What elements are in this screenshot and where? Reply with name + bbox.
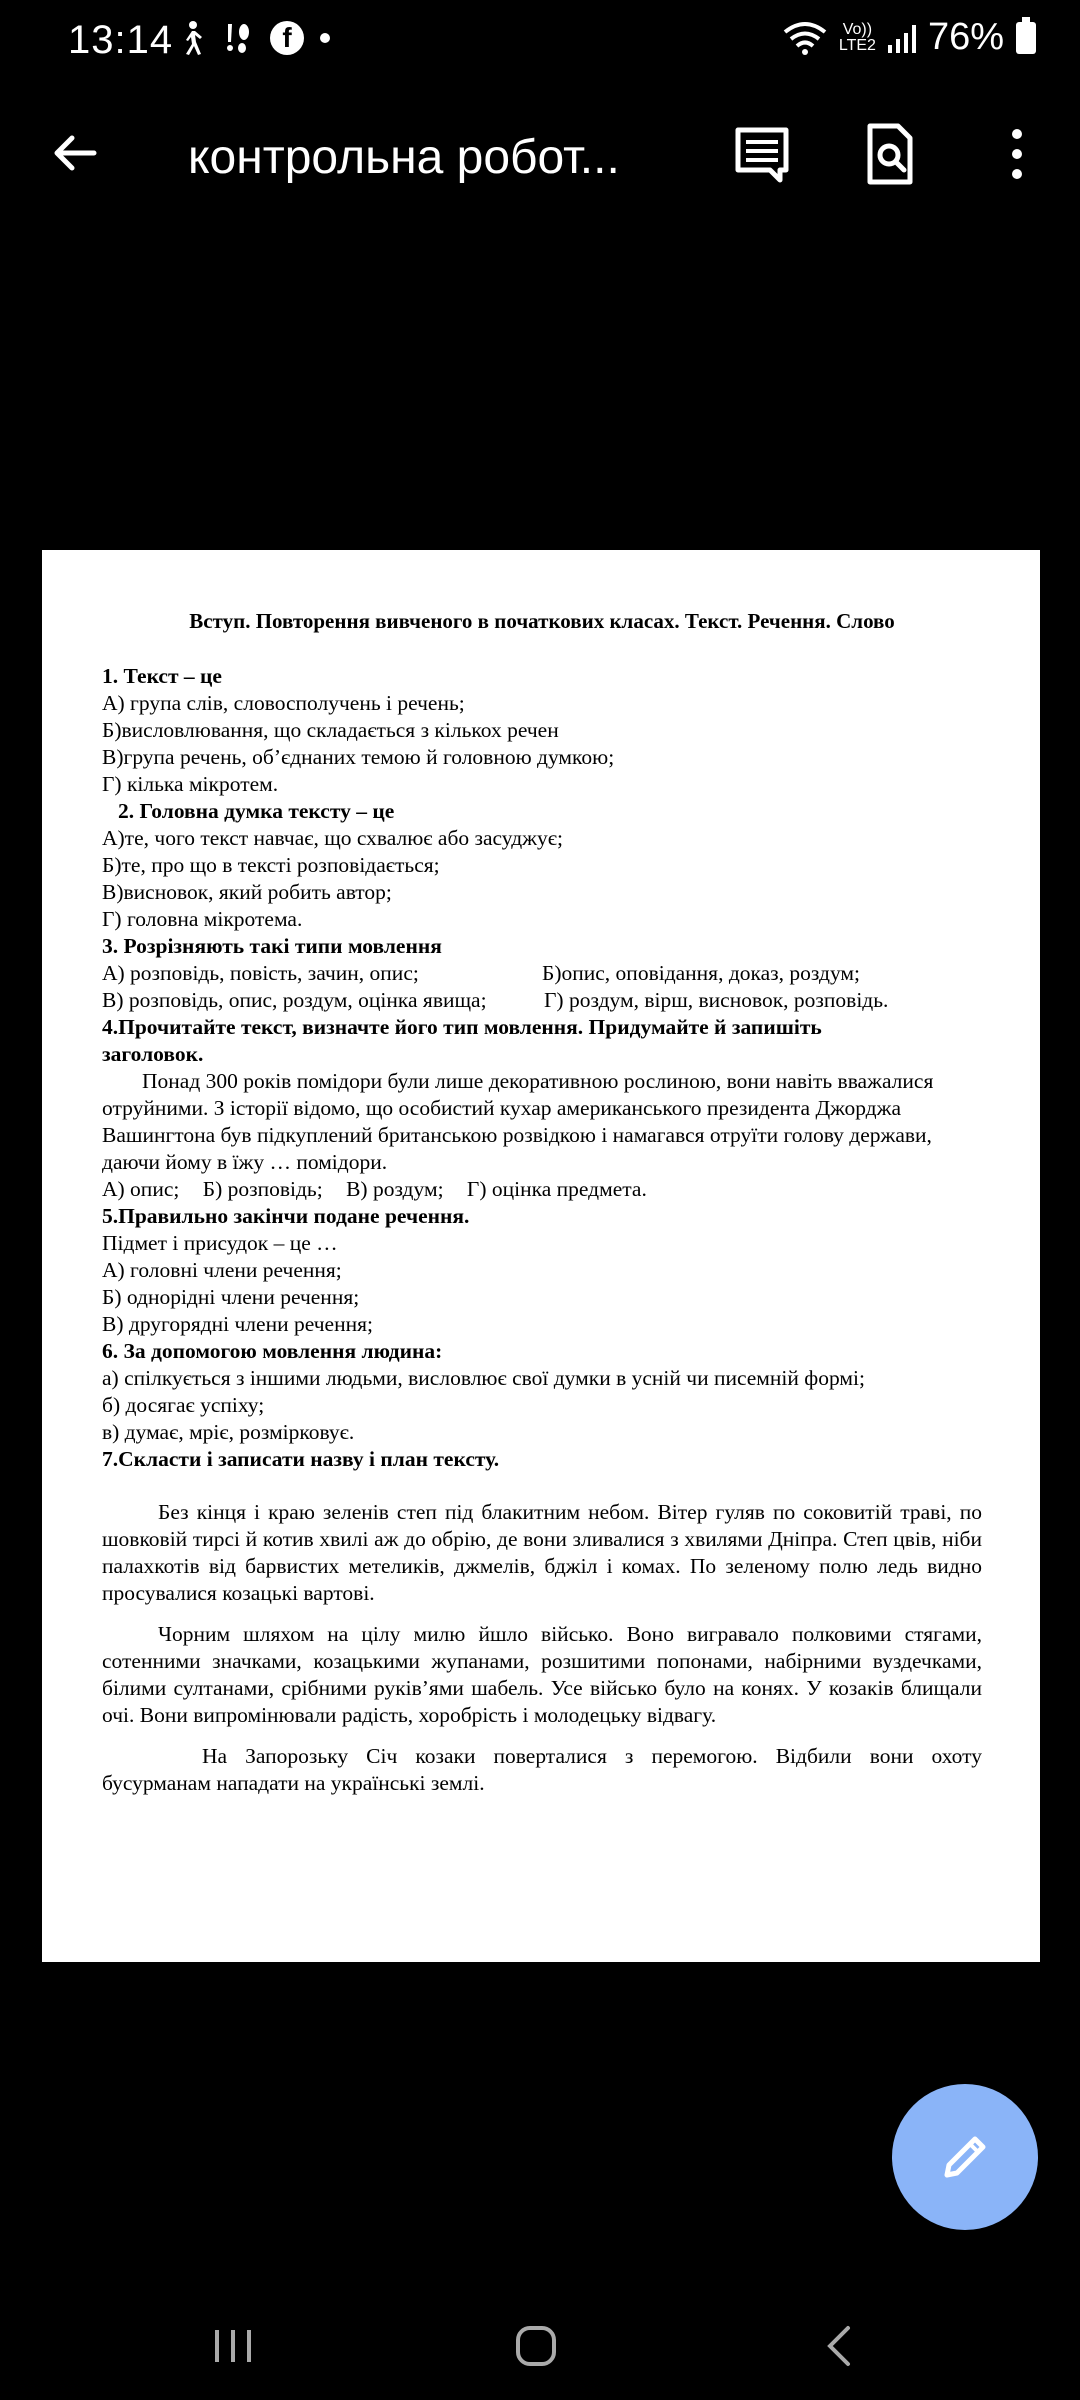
question-3-option-b: Б)опис, оповідання, доказ, роздум; — [542, 961, 861, 985]
question-4-options — [102, 1176, 982, 1203]
question-5-heading: 5.Правильно закінчи подане речення. — [102, 1204, 470, 1228]
arrow-back-icon[interactable] — [50, 128, 100, 178]
question-2-option: А)те, чого текст навчає, що схвалює або засуджує; — [102, 826, 563, 850]
status-right — [783, 16, 1036, 59]
question-6-option: а) спілкується з іншими людьми, висловлює свої думки в усній чи писемній формі; — [102, 1366, 865, 1390]
question-2-option: Г) головна мікротема. — [102, 907, 303, 931]
pencil-icon — [937, 2129, 993, 2185]
question-6-heading: 6. За допомогою мовлення людина: — [102, 1339, 443, 1363]
question-4-text: Понад 300 років помідори були лише декоративною рослиною, вони навіть вважалися отруйними. З історії відомо, що особистий кухар американського президента Джорджа Вашингтона був підкуплений британською розвідкою і намагався отруїти голову держави, даючи йому в їжу … помідори. — [102, 1069, 934, 1174]
question-3-row-2 — [102, 987, 982, 1014]
battery-percent: 76% — [927, 16, 1004, 58]
question-2-option: В)висновок, який робить автор; — [102, 880, 392, 904]
volte-label: Vo)) — [842, 20, 873, 38]
question-5-stem: Підмет і присудок – це … — [102, 1231, 338, 1255]
question-4-heading-cont: заголовок. — [102, 1042, 204, 1066]
status-bar — [0, 0, 1080, 80]
question-6-option: б) досягає успіху; — [102, 1393, 265, 1417]
wifi-icon — [783, 20, 827, 56]
walking-icon — [178, 20, 204, 56]
question-1-option: Г) кілька мікротем. — [102, 772, 279, 796]
network-label: LTE2 — [838, 36, 876, 54]
question-5-option: А) головні члени речення; — [102, 1258, 342, 1282]
text-paragraph: На Запорозьку Січ козаки поверталися з перемогою. Відбили вони охоту бусурманам нападати на українські землі. — [102, 1744, 982, 1795]
question-4-option: А) опис; — [102, 1177, 180, 1201]
question-3-option-d: Г) роздум, вірш, висновок, розповідь. — [544, 988, 889, 1012]
question-1-heading: 1. Текст – це — [102, 664, 222, 688]
question-2-option: Б)те, про що в тексті розповідається; — [102, 853, 440, 877]
document-page — [42, 550, 1040, 1962]
home-icon[interactable] — [506, 2316, 566, 2376]
question-3-heading: 3. Розрізняють такі типи мовлення — [102, 934, 442, 958]
question-4-heading: 4.Прочитайте текст, визначте його тип мовлення. Придумайте й запишіть — [102, 1015, 822, 1039]
more-notifications-dot — [320, 33, 330, 43]
question-5-option: Б) однорідні члени речення; — [102, 1285, 360, 1309]
status-time: 13:14 — [68, 18, 174, 62]
question-2-heading: 2. Головна думка тексту – це — [118, 799, 395, 823]
notification-icons — [178, 20, 330, 56]
question-4-option: Б) розповідь; — [202, 1177, 323, 1201]
text-paragraph: Без кінця і краю зеленів степ під блакитним небом. Вітер гуляв по соковитій траві, по шовковій тирсі й котив хвилі аж до обрію, де вони зливалися з хвилями Дніпра. Степ цвів, ніби палахкотів від барвистих метеликів, джмелів, бджіл і комах. По зеленому полю ледь видно просувалися козацькі вартові. — [102, 1500, 982, 1605]
question-5-option: В) другорядні члени речення; — [102, 1312, 373, 1336]
question-1-option: Б)висловлювання, що складається з кількох речен — [102, 718, 559, 742]
app-bar — [0, 100, 1080, 210]
question-3-row-1 — [102, 960, 982, 987]
page-title: Вступ. Повторення вивченого в початкових класах. Текст. Речення. Слово — [189, 609, 895, 633]
question-1-option: В)група речень, об’єднаних темою й головною думкою; — [102, 745, 615, 769]
volte-indicator — [839, 22, 876, 54]
question-6-option: в) думає, мріє, розмірковує. — [102, 1420, 355, 1444]
battery-icon — [1016, 22, 1036, 54]
more-vert-icon[interactable] — [985, 122, 1049, 186]
question-1-option: А) група слів, словосполучень і речень; — [102, 691, 465, 715]
back-nav-icon[interactable] — [810, 2316, 870, 2376]
edit-button[interactable] — [892, 2084, 1038, 2230]
recent-apps-icon[interactable] — [203, 2316, 263, 2376]
facebook-icon: f — [270, 21, 304, 55]
question-4-option: Г) оцінка предмета. — [466, 1177, 647, 1201]
navigation-bar — [0, 2280, 1080, 2400]
question-7-heading: 7.Скласти і записати назву і план тексту. — [102, 1447, 500, 1471]
comment-icon[interactable] — [730, 122, 794, 186]
question-3-option-c: В) розповідь, опис, роздум, оцінка явища; — [102, 988, 487, 1012]
document-search-icon[interactable] — [858, 122, 922, 186]
question-3-option-a: А) розповідь, повість, зачин, опис; — [102, 961, 419, 985]
question-4-option: В) роздум; — [346, 1177, 444, 1201]
text-paragraph: Чорним шляхом на цілу милю йшло військо. Воно вигравало полковими стягами, сотенними значками, козацькими жупанами, розшитими попонами, набірними вуздечками, білими султанами, срібними руків’ями шабель. Усе військо було на конях. У козаків блищали очі. Вони випромінювали радість, хоробрість і молодецьку відвагу. — [102, 1622, 982, 1727]
document-title: контрольна робот... — [188, 131, 620, 184]
steps-icon — [220, 20, 254, 56]
signal-icon — [888, 23, 916, 53]
